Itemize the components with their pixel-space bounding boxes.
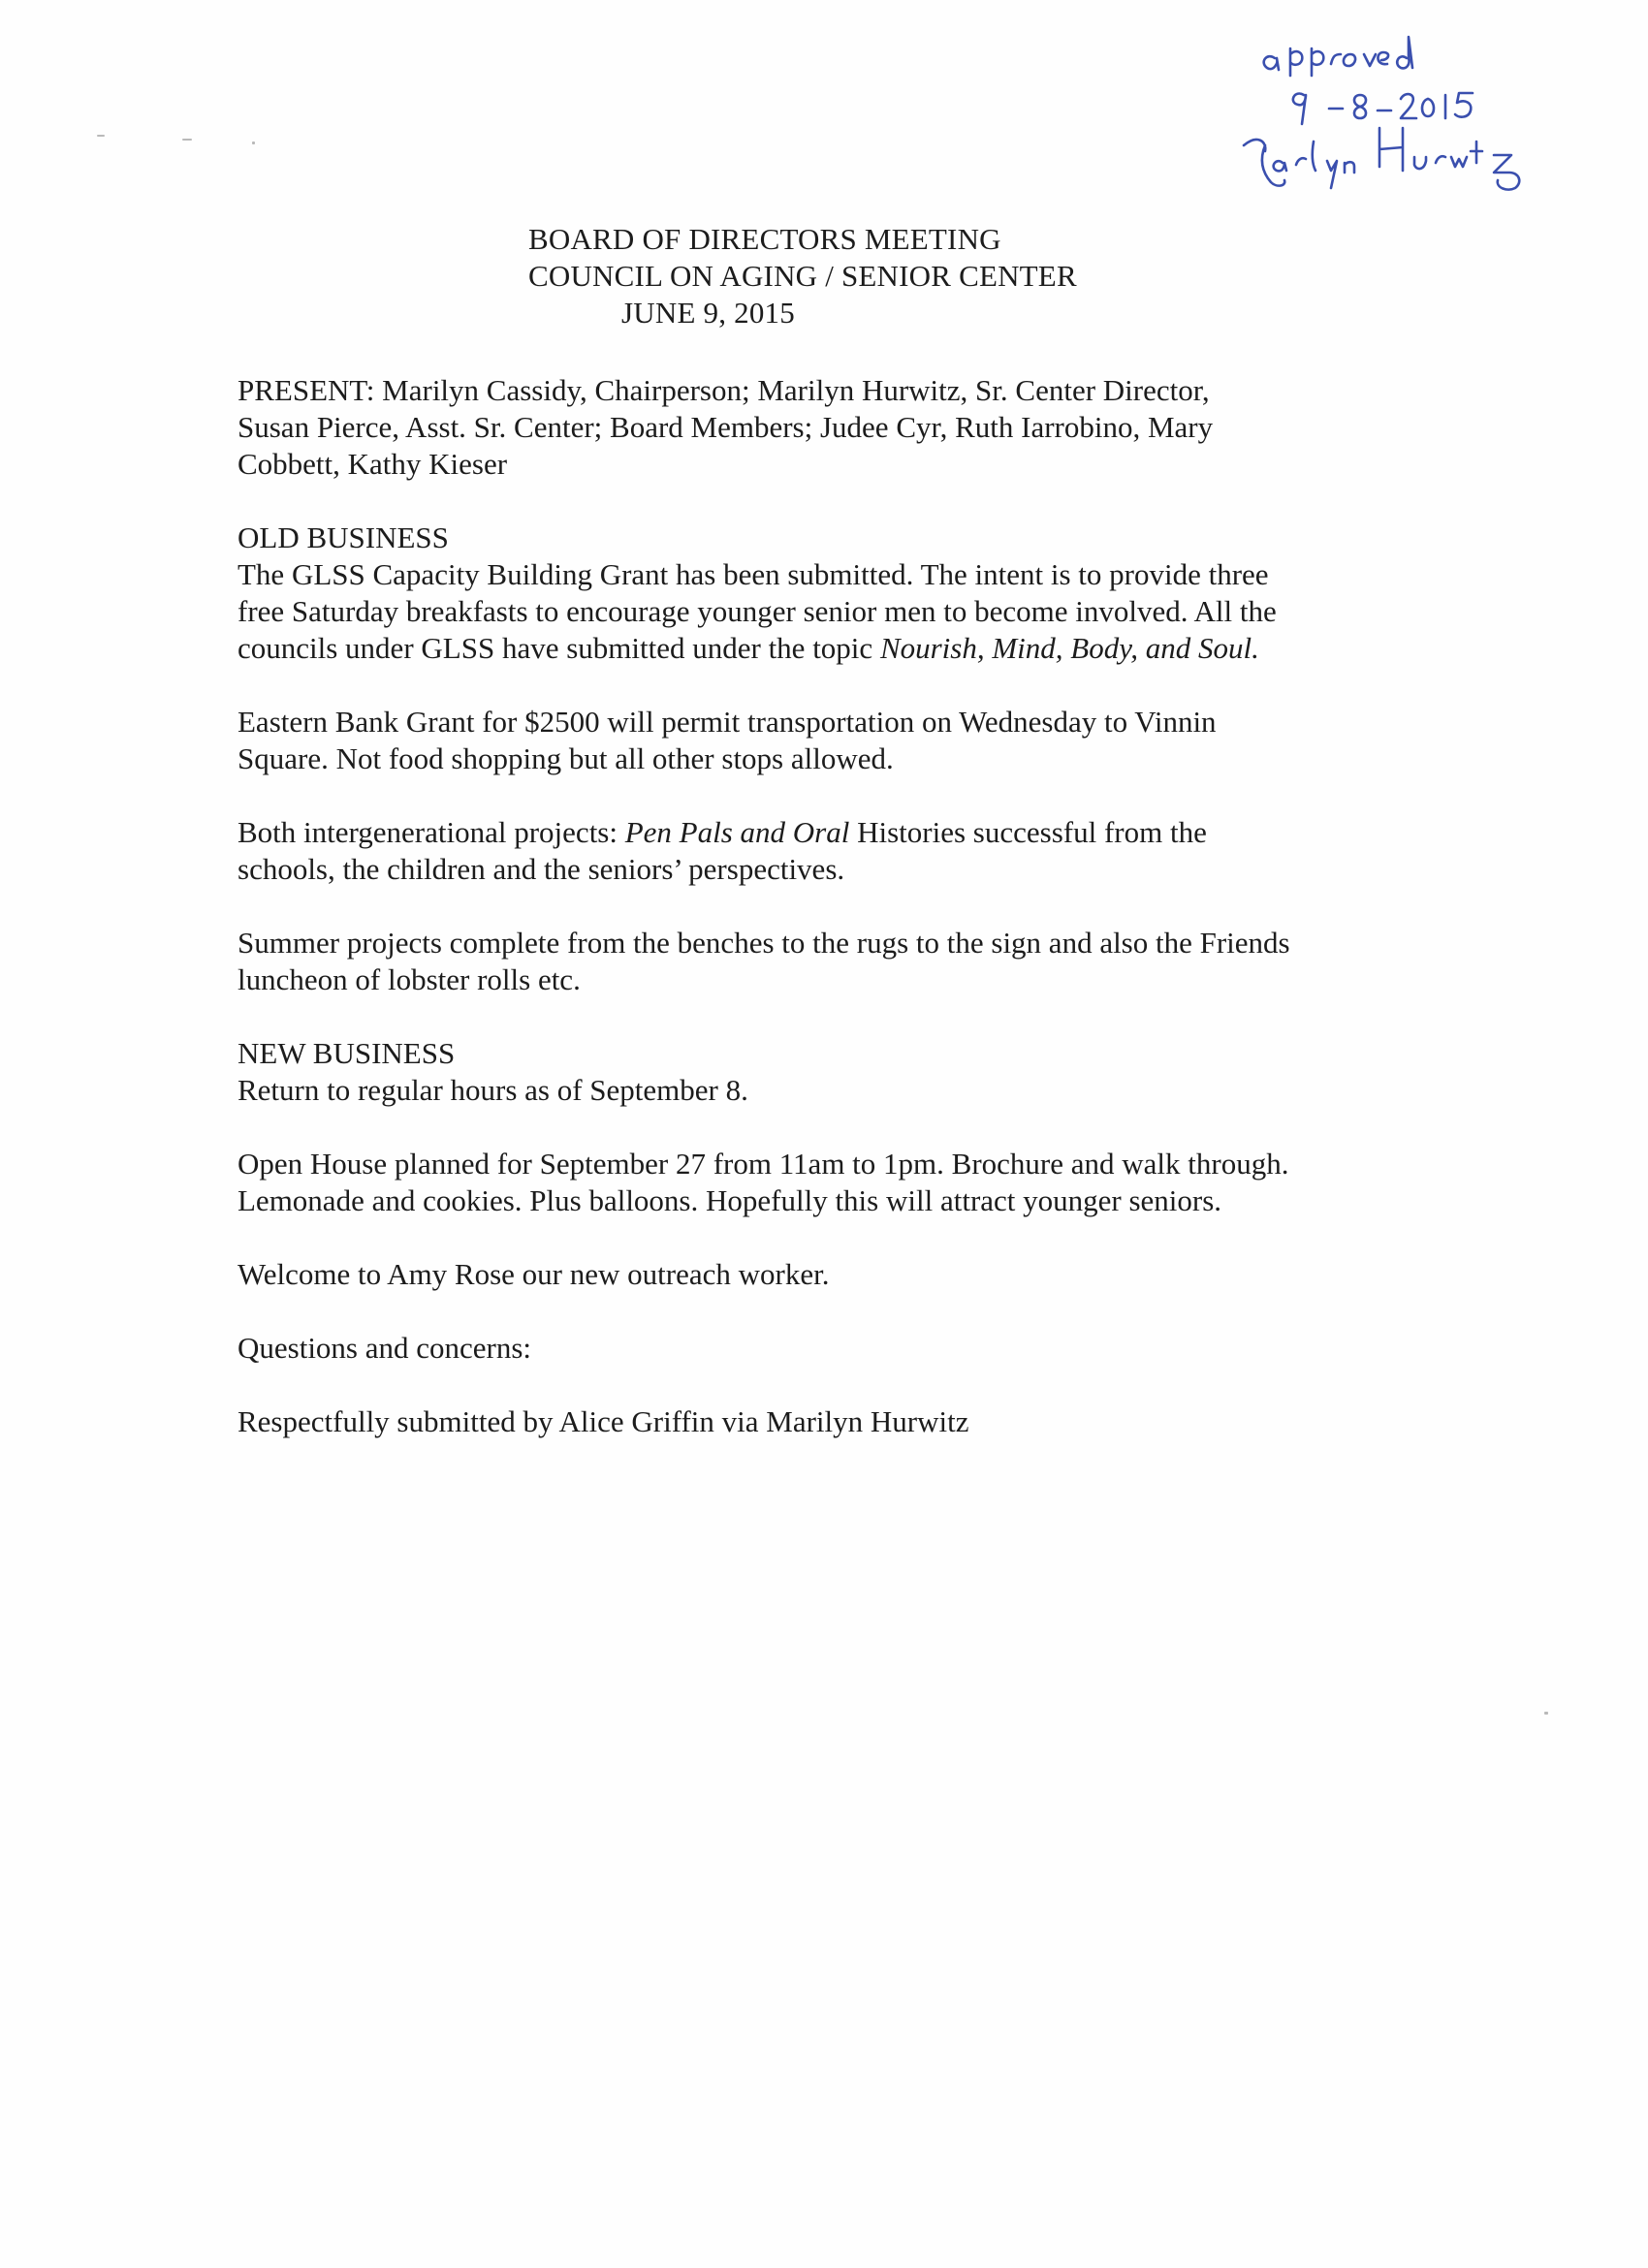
italic-topic: Nourish, Mind, Body, and Soul. bbox=[879, 631, 1259, 665]
handwritten-signature-graphic bbox=[1236, 19, 1585, 213]
paragraph-line: The GLSS Capacity Building Grant has been submitted. The intent is to provide three bbox=[238, 557, 1269, 591]
italic-project-names: Pen Pals and Oral bbox=[624, 815, 850, 849]
paragraph-line: Summer projects complete from the benches to the rugs to the sign and also the Friends bbox=[238, 926, 1290, 960]
text-run: Histories successful from the bbox=[849, 815, 1207, 849]
attendees-line: PRESENT: Marilyn Cassidy, Chairperson; Marilyn Hurwitz, Sr. Center Director, bbox=[238, 373, 1210, 407]
text-run: Both intergenerational projects: bbox=[238, 815, 625, 849]
handwritten-approval-annotation bbox=[1236, 19, 1585, 213]
old-business-section bbox=[238, 520, 1440, 667]
paragraph-line: Respectfully submitted by Alice Griffin via Marilyn Hurwitz bbox=[238, 1404, 969, 1438]
paragraph bbox=[238, 1330, 1440, 1367]
attendees-line: Cobbett, Kathy Kieser bbox=[238, 447, 508, 481]
paragraph-line: luncheon of lobster rolls etc. bbox=[238, 962, 581, 996]
attendees-line: Susan Pierce, Asst. Sr. Center; Board Members; Judee Cyr, Ruth Iarrobino, Mary bbox=[238, 410, 1214, 444]
paragraph bbox=[238, 1146, 1440, 1219]
paragraph bbox=[238, 925, 1440, 998]
paragraph-line: Welcome to Amy Rose our new outreach worker. bbox=[238, 1257, 830, 1291]
header-organization: COUNCIL ON AGING / SENIOR CENTER bbox=[528, 259, 1077, 293]
new-business-section bbox=[238, 1035, 1440, 1109]
paragraph-line: Square. Not food shopping but all other stops allowed. bbox=[238, 741, 894, 775]
old-business-heading: OLD BUSINESS bbox=[238, 520, 449, 554]
header-date: JUNE 9, 2015 bbox=[621, 296, 795, 330]
header-title: BOARD OF DIRECTORS MEETING bbox=[528, 222, 1001, 256]
paragraph-line: Open House planned for September 27 from 11am to 1pm. Brochure and walk through. bbox=[238, 1147, 1289, 1181]
paragraph-line bbox=[238, 814, 1440, 851]
paragraph-line: free Saturday breakfasts to encourage younger senior men to become involved. All the bbox=[238, 594, 1277, 628]
paragraph bbox=[238, 814, 1440, 888]
paragraph-line: Lemonade and cookies. Plus balloons. Hopefully this will attract younger seniors. bbox=[238, 1183, 1222, 1217]
approved-date bbox=[1585, 19, 1586, 20]
paragraph-line: schools, the children and the seniors’ perspectives. bbox=[238, 852, 845, 886]
text-run: councils under GLSS have submitted under the topic bbox=[238, 631, 880, 665]
paragraph bbox=[238, 704, 1440, 777]
new-business-heading: NEW BUSINESS bbox=[238, 1036, 456, 1070]
paragraph-line: Eastern Bank Grant for $2500 will permit transportation on Wednesday to Vinnin bbox=[238, 705, 1217, 739]
paragraph-line: Return to regular hours as of September 8. bbox=[238, 1073, 748, 1107]
paragraph bbox=[238, 1256, 1440, 1293]
paragraph-line: Questions and concerns: bbox=[238, 1331, 532, 1365]
minutes-body bbox=[238, 372, 1440, 1477]
document-header bbox=[528, 221, 1207, 331]
approval-signature bbox=[1585, 19, 1586, 20]
approved-note bbox=[1585, 19, 1586, 20]
submission-line bbox=[238, 1403, 1440, 1440]
attendees-paragraph bbox=[238, 372, 1440, 483]
paragraph-line bbox=[238, 630, 1440, 667]
